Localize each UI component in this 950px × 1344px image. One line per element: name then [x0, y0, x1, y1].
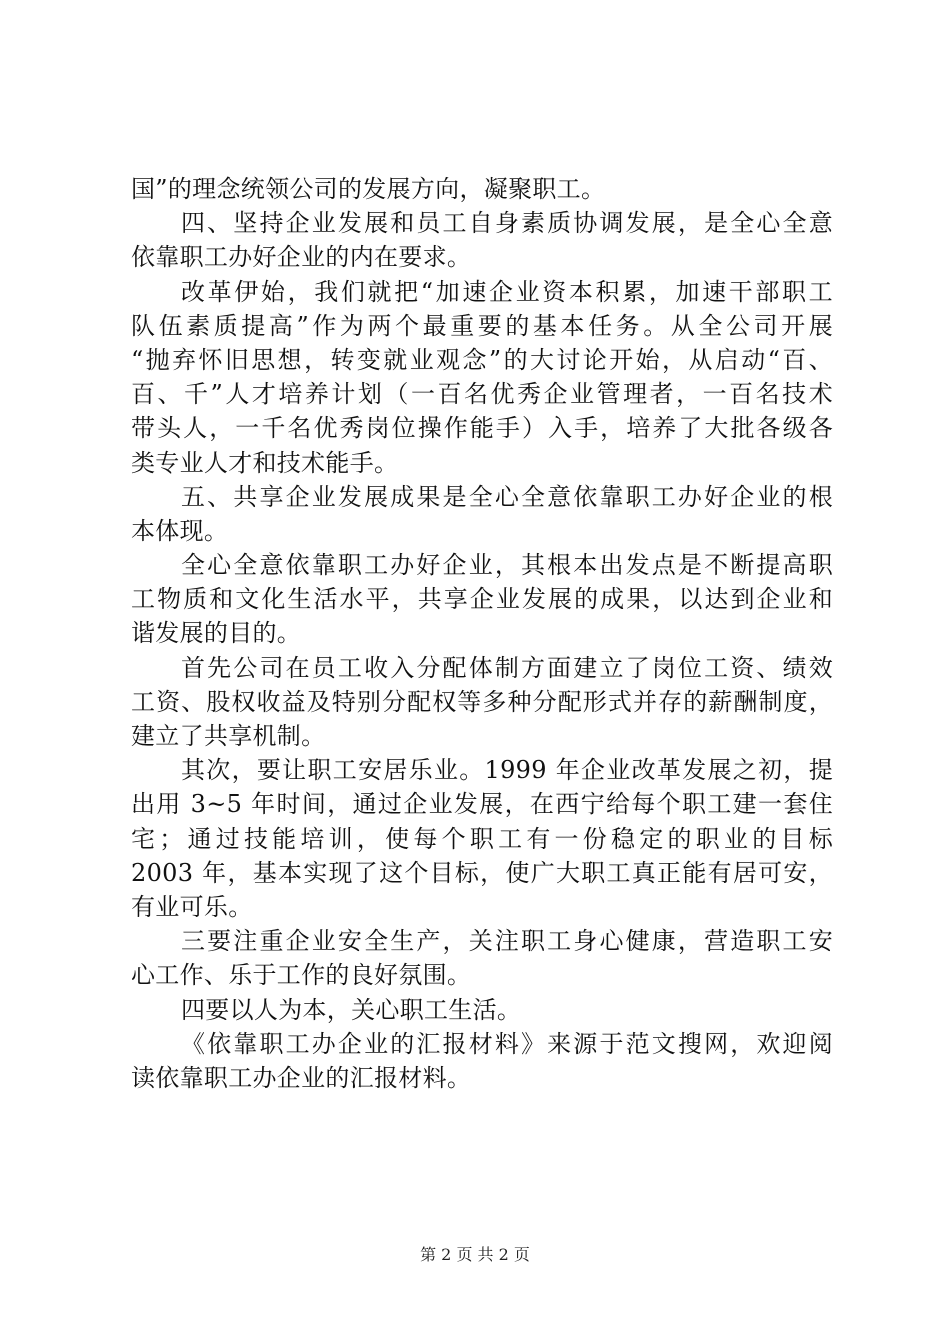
- text-line: 出用 3~5 年时间，通过企业发展，在西宁给每个职工建一套住: [131, 790, 833, 819]
- text-line: 工物质和文化生活水平，共享企业发展的成果，以达到企业和: [131, 585, 833, 614]
- text-line: 工资、股权收益及特别分配权等多种分配形式并存的薪酬制度，: [131, 687, 833, 716]
- text-line: 读依靠职工办企业的汇报材料。: [131, 1063, 472, 1092]
- text-line: 其次，要让职工安居乐业。1999 年企业改革发展之初，提: [181, 756, 833, 785]
- text-line: 谐发展的目的。: [131, 619, 302, 648]
- text-line: 有业可乐。: [131, 892, 253, 921]
- text-line: 宅；通过技能培训，使每个职工有一份稳定的职业的目标: [131, 824, 833, 853]
- text-line: 类专业人才和技术能手。: [131, 448, 399, 477]
- text-line: 依靠职工办好企业的内在要求。: [131, 243, 472, 272]
- text-line: 改革伊始，我们就把“加速企业资本积累，加速干部职工: [181, 277, 833, 306]
- text-line: 四要以人为本，关心职工生活。: [181, 995, 522, 1024]
- text-line: 本体现。: [131, 516, 229, 545]
- text-line: 三要注重企业安全生产，关注职工身心健康，营造职工安: [181, 927, 833, 956]
- text-line: “抛弃怀旧思想，转变就业观念”的大讨论开始，从启动“百、: [131, 345, 833, 374]
- document-body: [131, 172, 833, 1095]
- text-line: 五、共享企业发展成果是全心全意依靠职工办好企业的根: [181, 482, 833, 511]
- text-line: 《依靠职工办企业的汇报材料》来源于范文搜网，欢迎阅: [181, 1029, 833, 1058]
- text-line: 全心全意依靠职工办好企业，其根本出发点是不断提高职: [181, 551, 833, 580]
- page-footer: 第 2 页 共 2 页: [420, 1245, 530, 1264]
- text-line: 百、千”人才培养计划（一百名优秀企业管理者，一百名技术: [131, 380, 833, 409]
- text-line: 国”的理念统领公司的发展方向，凝聚职工。: [131, 175, 606, 203]
- text-line: 心工作、乐于工作的良好氛围。: [131, 961, 472, 990]
- text-line: 建立了共享机制。: [131, 722, 326, 750]
- text-line: 首先公司在员工收入分配体制方面建立了岗位工资、绩效: [181, 653, 833, 682]
- text-line: 2003 年，基本实现了这个目标，使广大职工真正能有居可安，: [131, 858, 833, 887]
- text-line: 队伍素质提高”作为两个最重要的基本任务。从全公司开展: [131, 311, 833, 340]
- text-line: 四、坚持企业发展和员工自身素质协调发展，是全心全意: [181, 209, 833, 238]
- text-line: 带头人，一千名优秀岗位操作能手）入手，培养了大批各级各: [131, 414, 833, 443]
